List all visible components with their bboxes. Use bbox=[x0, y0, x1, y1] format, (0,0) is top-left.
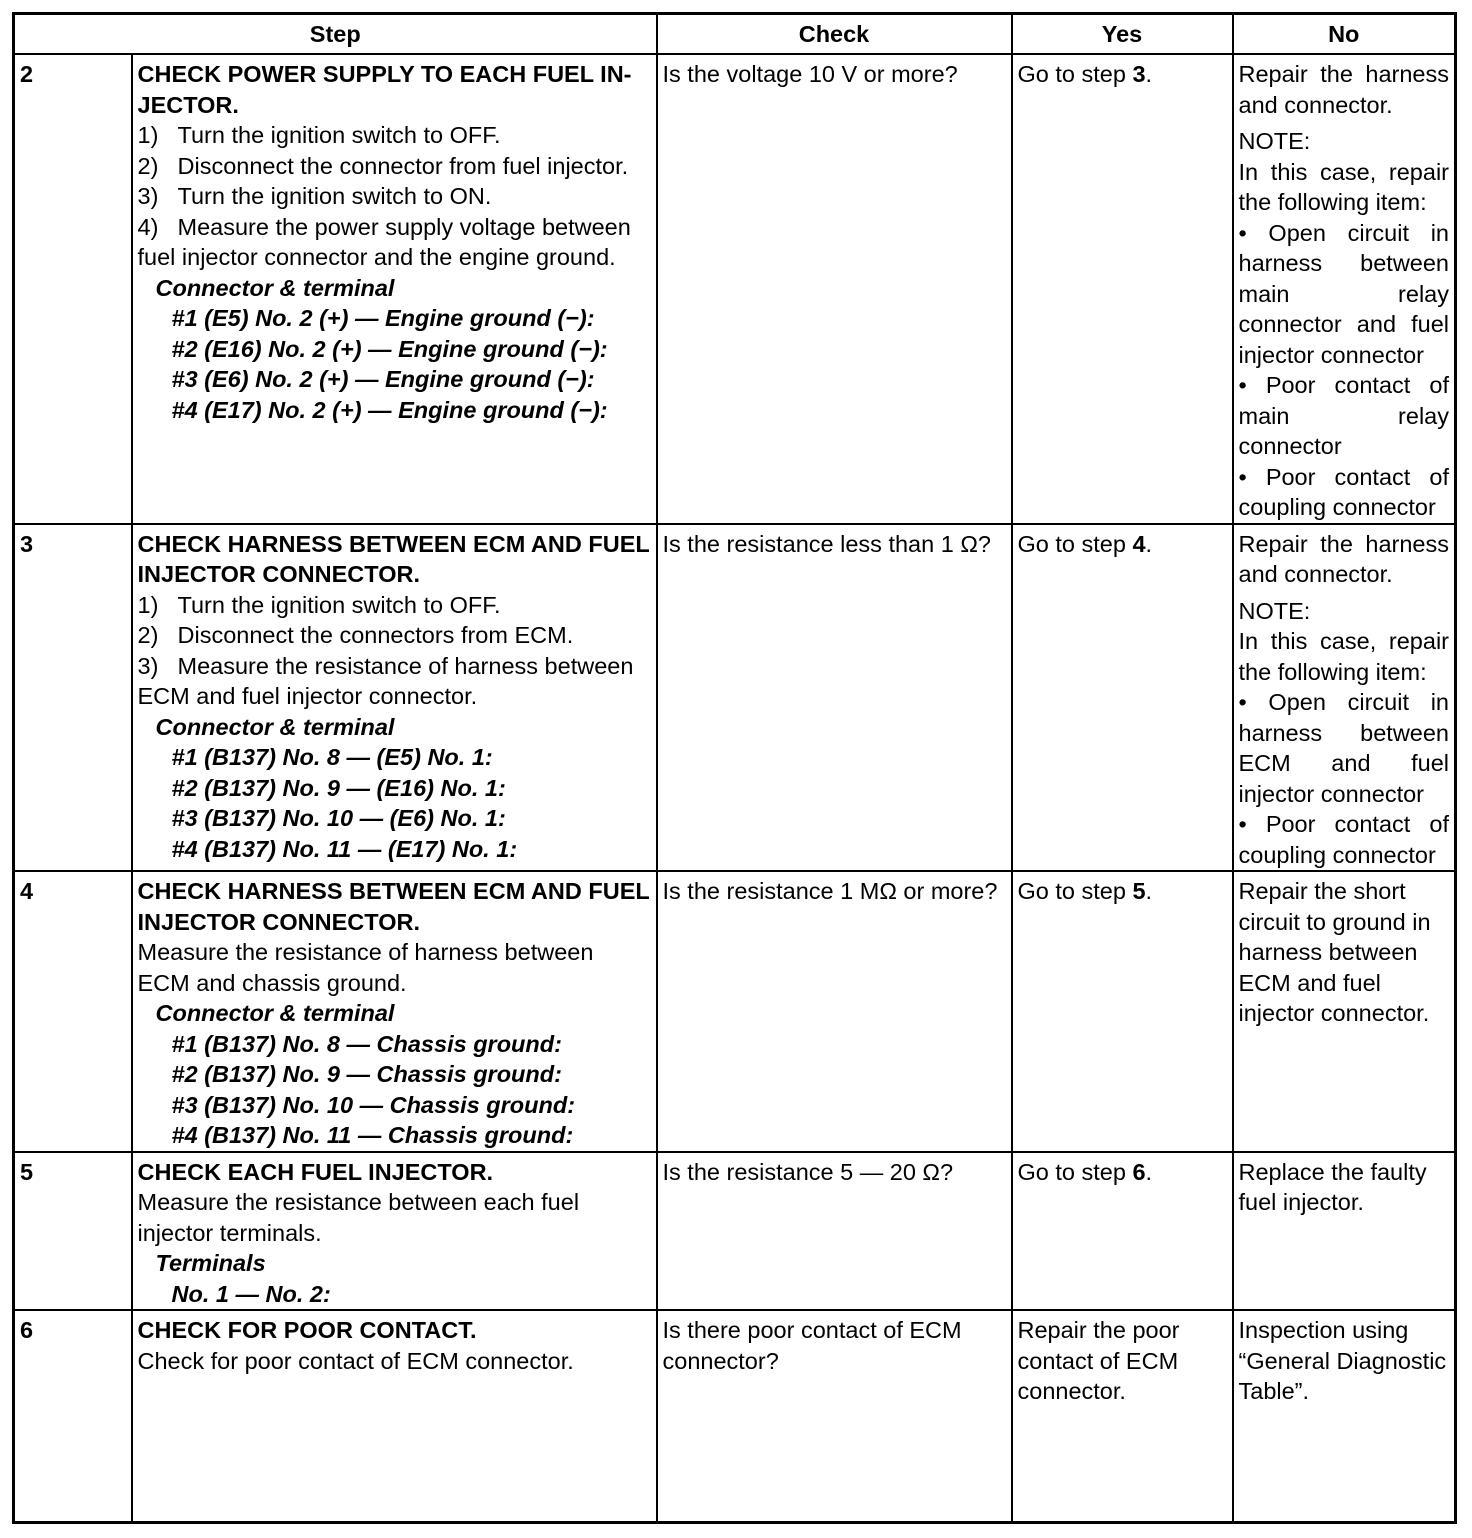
table-row bbox=[14, 1310, 1456, 1523]
terminal-spec: #2 (E16) No. 2 (+) — Engine ground (−): bbox=[171, 335, 608, 362]
step-body: Measure the resistance between each fuel injector terminals. bbox=[137, 1189, 580, 1246]
check-cell: Is the resistance 1 MΩ or more? bbox=[657, 871, 1012, 1152]
terminal-spec: #3 (E6) No. 2 (+) — Engine ground (−): bbox=[171, 366, 595, 392]
header-yes: Yes bbox=[1012, 14, 1233, 55]
note-label: NOTE: bbox=[1238, 597, 1311, 624]
connector-label: Connector & terminal bbox=[155, 1000, 395, 1026]
step-instruction: 1) Turn the ignition switch to OFF. bbox=[137, 591, 501, 618]
step-body: Check for poor contact of ECM connector. bbox=[137, 1347, 574, 1374]
terminal-spec: #1 (B137) No. 8 — (E5) No. 1: bbox=[171, 744, 493, 770]
header-no: No bbox=[1233, 14, 1456, 55]
check-cell: Is the voltage 10 V or more? bbox=[657, 54, 1012, 524]
terminal-spec: #2 (B137) No. 9 — (E16) No. 1: bbox=[171, 774, 506, 801]
step-title: CHECK POWER SUPPLY TO EACH FUEL IN-JECTOR. bbox=[137, 61, 632, 118]
no-cell: Inspection using “General Diagnostic Table”. bbox=[1233, 1310, 1456, 1523]
no-cell: Repair the short circuit to ground in harness between ECM and fuel injector connector. bbox=[1233, 871, 1456, 1152]
note-label: NOTE: bbox=[1238, 128, 1311, 154]
terminal-spec: #4 (E17) No. 2 (+) — Engine ground (−): bbox=[171, 396, 608, 423]
diagnostic-table bbox=[12, 12, 1457, 1524]
terminals-label: Terminals bbox=[155, 1250, 266, 1276]
step-title: CHECK FOR POOR CONTACT. bbox=[137, 1317, 477, 1343]
step-instruction: 1) Turn the ignition switch to OFF. bbox=[137, 122, 501, 148]
terminal-spec: #2 (B137) No. 9 — Chassis ground: bbox=[171, 1061, 562, 1087]
step-number: 4 bbox=[14, 871, 132, 1152]
step-cell bbox=[132, 1310, 657, 1523]
step-instruction: 2) Disconnect the connectors from ECM. bbox=[137, 622, 574, 648]
header-step: Step bbox=[14, 14, 657, 55]
step-cell bbox=[132, 524, 657, 872]
no-action: Repair the harness and connector. bbox=[1238, 61, 1449, 118]
step-title: CHECK HARNESS BETWEEN ECM AND FUEL INJECTOR CONNECTOR. bbox=[137, 530, 650, 587]
note-item: • Open circuit in harness between ECM and fuel injector connector bbox=[1238, 689, 1449, 807]
terminal-spec: #3 (B137) No. 10 — Chassis ground: bbox=[171, 1091, 576, 1118]
step-cell bbox=[132, 1152, 657, 1311]
step-cell bbox=[132, 54, 657, 524]
note-item: • Poor contact of coupling connector bbox=[1238, 811, 1449, 868]
step-number: 3 bbox=[14, 524, 132, 872]
terminal-spec: #1 (B137) No. 8 — Chassis ground: bbox=[171, 1030, 562, 1057]
terminal-spec: No. 1 — No. 2: bbox=[171, 1280, 331, 1307]
no-cell bbox=[1233, 524, 1456, 872]
yes-cell: Repair the poor contact of ECM connector. bbox=[1012, 1310, 1233, 1523]
table-row bbox=[14, 524, 1456, 872]
terminal-spec: #1 (E5) No. 2 (+) — Engine ground (−): bbox=[171, 305, 595, 331]
check-cell: Is the resistance less than 1 Ω? bbox=[657, 524, 1012, 872]
note-item: • Poor contact of coupling connector bbox=[1238, 463, 1449, 520]
table-row bbox=[14, 1152, 1456, 1311]
step-number: 2 bbox=[14, 54, 132, 524]
step-instruction: 2) Disconnect the connector from fuel injector. bbox=[137, 152, 629, 179]
step-title: CHECK EACH FUEL INJECTOR. bbox=[137, 1158, 494, 1185]
no-action: Repair the harness and connector. bbox=[1238, 530, 1449, 587]
no-cell bbox=[1233, 54, 1456, 524]
yes-cell: Go to step 6. bbox=[1012, 1152, 1233, 1311]
step-number: 5 bbox=[14, 1152, 132, 1311]
connector-label: Connector & terminal bbox=[155, 274, 395, 301]
step-cell bbox=[132, 871, 657, 1152]
note-item: • Open circuit in harness between main relay connector and fuel injector connector bbox=[1238, 219, 1449, 368]
terminal-spec: #4 (B137) No. 11 — (E17) No. 1: bbox=[171, 835, 518, 862]
step-number: 6 bbox=[14, 1310, 132, 1523]
step-instruction: 3) Turn the ignition switch to ON. bbox=[137, 183, 492, 209]
terminal-spec: #4 (B137) No. 11 — Chassis ground: bbox=[171, 1122, 574, 1148]
check-cell: Is there poor contact of ECM connector? bbox=[657, 1310, 1012, 1523]
yes-cell: Go to step 3. bbox=[1012, 54, 1233, 524]
note-item: • Poor contact of main relay connector bbox=[1238, 372, 1449, 459]
step-body: Measure the resistance of harness between ECM and chassis ground. bbox=[137, 939, 594, 996]
check-cell: Is the resistance 5 — 20 Ω? bbox=[657, 1152, 1012, 1311]
header-check: Check bbox=[657, 14, 1012, 55]
note-text: In this case, repair the following item: bbox=[1238, 628, 1449, 685]
no-cell: Replace the faulty fuel injector. bbox=[1233, 1152, 1456, 1311]
yes-cell: Go to step 4. bbox=[1012, 524, 1233, 872]
connector-label: Connector & terminal bbox=[155, 713, 395, 740]
note-text: In this case, repair the following item: bbox=[1238, 158, 1449, 215]
step-instruction: 4) Measure the power supply voltage between fuel injector connector and the engine ground. bbox=[137, 213, 631, 270]
step-instruction: 3) Measure the resistance of harness between ECM and fuel injector connector. bbox=[137, 652, 634, 709]
header-row bbox=[14, 14, 1456, 55]
yes-cell: Go to step 5. bbox=[1012, 871, 1233, 1152]
terminal-spec: #3 (B137) No. 10 — (E6) No. 1: bbox=[171, 805, 506, 831]
table-row bbox=[14, 54, 1456, 524]
table-row bbox=[14, 871, 1456, 1152]
step-title: CHECK HARNESS BETWEEN ECM AND FUEL INJECTOR CONNECTOR. bbox=[137, 878, 650, 935]
